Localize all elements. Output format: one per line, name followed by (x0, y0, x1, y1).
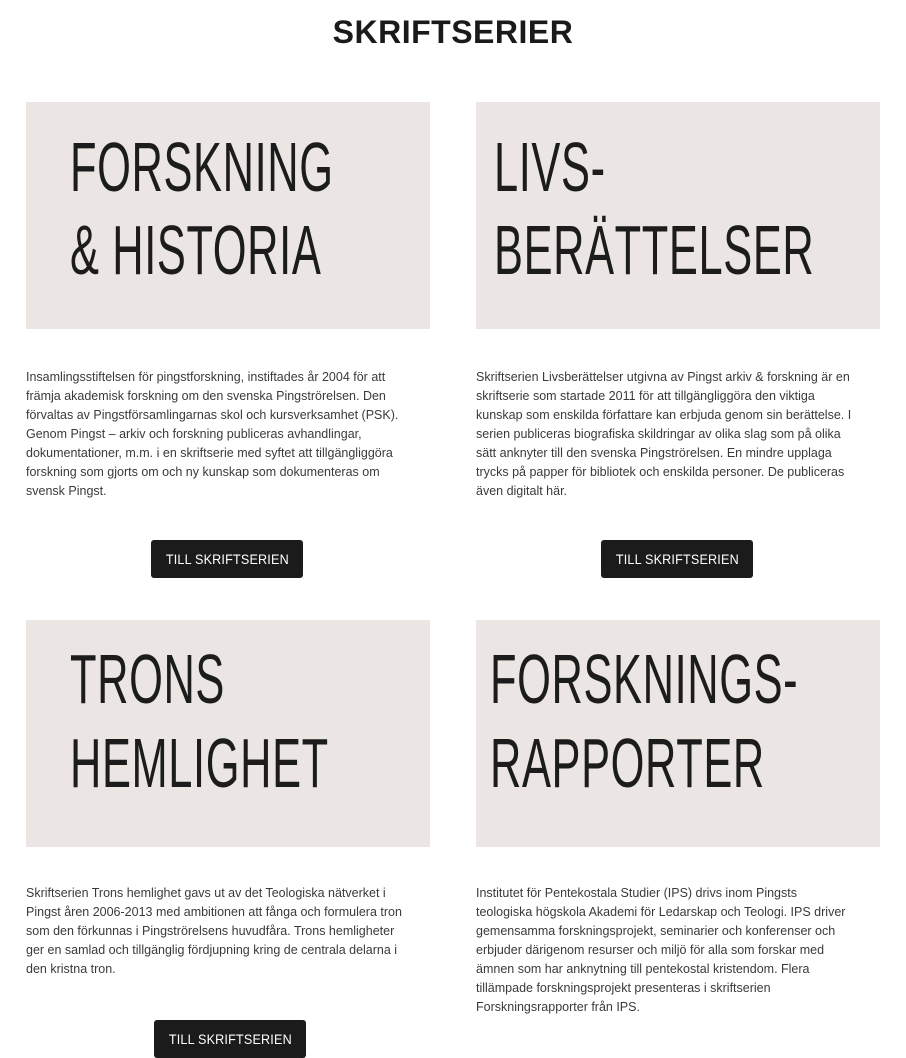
button-label: TILL SKRIFTSERIEN (165, 551, 289, 567)
series-banner[interactable] (26, 620, 430, 847)
banner-title-line-1: TRONS (70, 640, 225, 718)
till-skriftserien-button[interactable] (154, 1020, 306, 1058)
series-description: Skriftserien Trons hemlighet gavs ut av det Teologiska nätverket i Pingst åren 2006-2013 med ambitionen att fånga och formulera tron som den förkunnas i Pingströrelsens huvudfåra. Trons hemligheter ger en samlad och tillgänglig fördjupning kring de centrala delarna i den kristna tron. (26, 886, 402, 976)
series-description: Insamlingsstiftelsen för pingstforskning, instiftades år 2004 för att främja akademisk forskning om den svenska Pingströrelsen. Den förvaltas av Pingstförsamlingarnas skol och kursverksamhet (PSK). Genom Pingst – arkiv och forskning publiceras avhandlingar, dokumentationer, m.m. i en skriftserie med syftet att tillgängliggöra forskning som gjorts om och ny kunskap som dokumenteras om svensk Pingst. (26, 370, 399, 498)
series-card-trons-hemlighet (26, 620, 430, 1047)
button-label: TILL SKRIFTSERIEN (168, 1031, 292, 1047)
series-description: Institutet för Pentekostala Studier (IPS) drivs inom Pingsts teologiska högskola Akademi för Ledarskap och Teologi. IPS driver gemensamma forskningsprojekt, seminarier och konferenser och erbjuder därigenom resurser och miljö för alla som forskar med ämnen som har anknytning till pentekostal kristendom. Flera tillämpade forskningsprojekt presenteras i skriftserien Forskningsrapporter från IPS. (476, 886, 846, 1014)
banner-title-line-2: HEMLIGHET (70, 724, 329, 802)
series-description: Skriftserien Livsberättelser utgivna av Pingst arkiv & forskning är en skriftserie som startade 2011 för att tillgängliggöra den viktiga kunskap som enskilda författare kan erbjuda genom sin berättelse. I serien publiceras biografiska skildringar av olika slag som på olika sätt anknyter till den svenska Pingströrelsen. En mindre upplaga trycks på papper för bibliotek och enskilda personer. De publiceras även digitalt här. (476, 370, 852, 498)
banner-title-line-2: & HISTORIA (70, 211, 322, 289)
banner-title-line-2: BERÄTTELSER (494, 211, 815, 289)
banner-title-line-2: RAPPORTER (490, 724, 765, 802)
series-card-forskningsrapporter (476, 620, 880, 1024)
series-banner[interactable] (476, 102, 880, 329)
till-skriftserien-button[interactable] (151, 540, 303, 578)
banner-title-line-1: LIVS- (494, 128, 606, 206)
button-label: TILL SKRIFTSERIEN (615, 551, 739, 567)
series-card-livsberattelser (476, 102, 880, 582)
till-skriftserien-button[interactable] (601, 540, 753, 578)
page-title: SKRIFTSERIER (332, 14, 574, 50)
series-banner[interactable] (26, 102, 430, 329)
series-card-forskning-historia (26, 102, 430, 582)
series-banner[interactable] (476, 620, 880, 847)
banner-title-line-1: FORSKNING (70, 128, 334, 206)
banner-title-line-1: FORSKNINGS- (490, 640, 799, 718)
